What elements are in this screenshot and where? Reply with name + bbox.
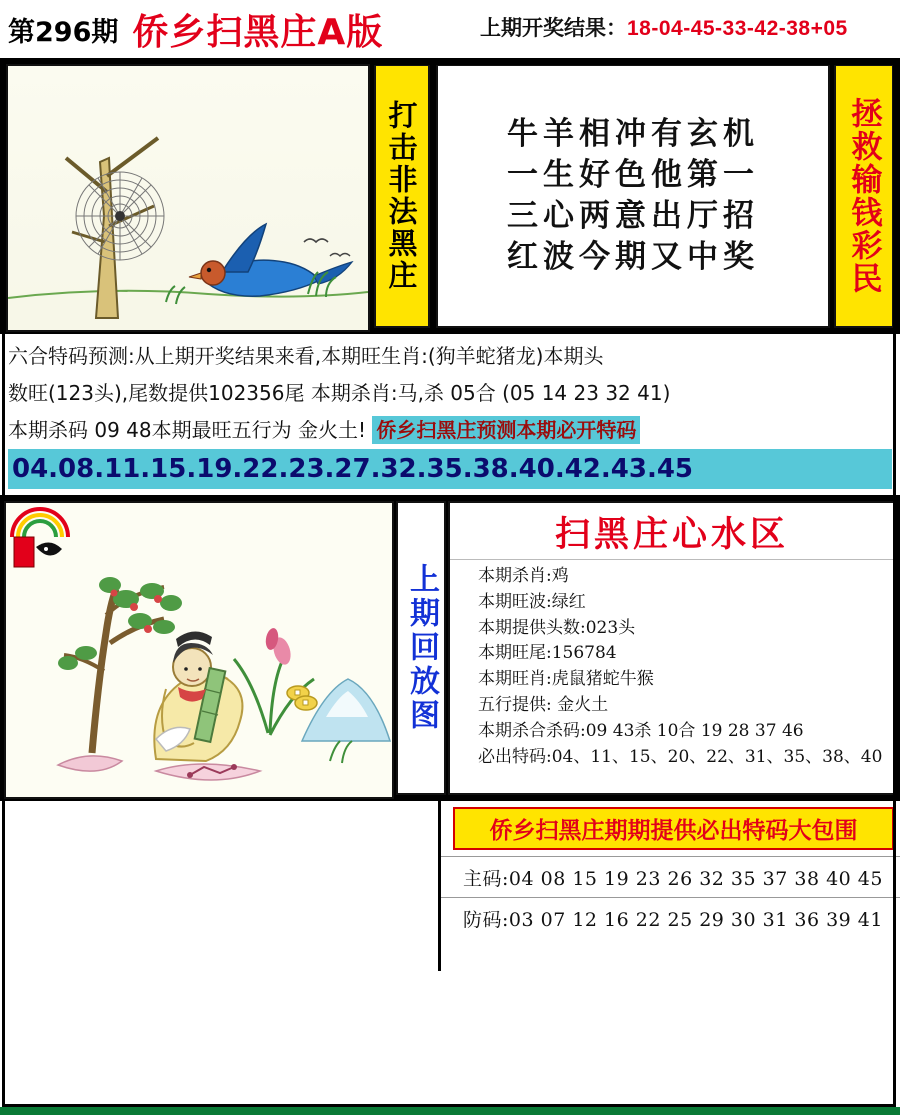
previous-result-value: 18-04-45-33-42-38+05 [627,17,848,40]
predicted-numbers: 04.08.11.15.19.22.23.27.32.35.38.40.42.43.45 [8,449,892,489]
page-title: 侨乡扫黑庄A版 [132,11,384,53]
blank-left-panel [0,801,441,971]
defense-code-value: 03 07 12 16 22 25 29 30 31 36 39 41 [508,909,883,931]
page-header [0,0,900,61]
slogan-left-text: 打击非法黑庄 [384,100,419,292]
list-item: 必出特码:04、11、15、20、22、31、35、38、40 [478,746,883,767]
slogan-right-vertical [834,64,894,328]
main-code-label: 主码: [463,868,509,890]
list-item: 本期旺肖:虎鼠猪蛇牛猴 [478,669,654,690]
lower-section [0,801,900,971]
poem-line-3: 三心两意出厅招 [507,198,759,234]
prediction-line-2: 数旺(123头),尾数提供102356尾 本期杀肖:马,杀 05合 (05 14 23 32 41) [8,381,671,405]
poem-line-1: 牛羊相冲有玄机 [507,116,759,153]
issue-number: 第296期 [8,16,119,48]
tips-title: 扫黑庄心水区 [450,503,894,560]
tips-list [450,560,894,773]
replay-label-text: 上期回放图 [404,563,439,733]
promo-banner: 侨乡扫黑庄期期提供必出特码大包围 [453,807,894,850]
list-item: 本期提供头数:023头 [478,617,636,638]
top-illustration-row [0,61,900,334]
prediction-line-3 [8,418,892,443]
poem-line-2: 一生好色他第一 [507,157,759,194]
footer-strip [0,1107,900,1115]
defense-code-label: 防码: [463,909,509,931]
bottom-section [0,498,900,801]
code-panel [441,801,900,971]
poem-block [436,64,830,328]
prediction-line-3-text: 本期杀码 09 48本期最旺五行为 金火土! [8,418,366,442]
illustration-scholar [4,501,394,799]
list-item: 本期旺尾:156784 [478,643,617,664]
defense-code-row [441,897,900,938]
main-code-row [441,856,900,897]
replay-label-vertical [396,501,446,795]
previous-result [480,12,848,42]
previous-result-label: 上期开奖结果： [480,17,627,40]
prediction-highlight: 侨乡扫黑庄预测本期必开特码 [372,416,640,444]
tips-panel [448,501,896,795]
prediction-line-1: 六合特码预测:从上期开奖结果来看,本期旺生肖:(狗羊蛇猪龙)本期头 [8,344,604,368]
main-code-value: 04 08 15 19 23 26 32 35 37 38 40 45 [508,868,883,890]
prediction-block [0,334,900,498]
poem-line-4: 红波今期又中奖 [507,238,759,275]
list-item: 五行提供: 金火土 [478,695,609,716]
list-item: 本期杀合杀码:09 43杀 10合 19 28 37 46 [478,720,804,741]
list-item: 本期旺波:绿红 [478,591,586,612]
slogan-right-text: 拯救输钱彩民 [845,97,882,295]
slogan-left-vertical [374,64,430,328]
illustration-bird-web [6,64,370,332]
list-item: 本期杀肖:鸡 [478,566,569,586]
